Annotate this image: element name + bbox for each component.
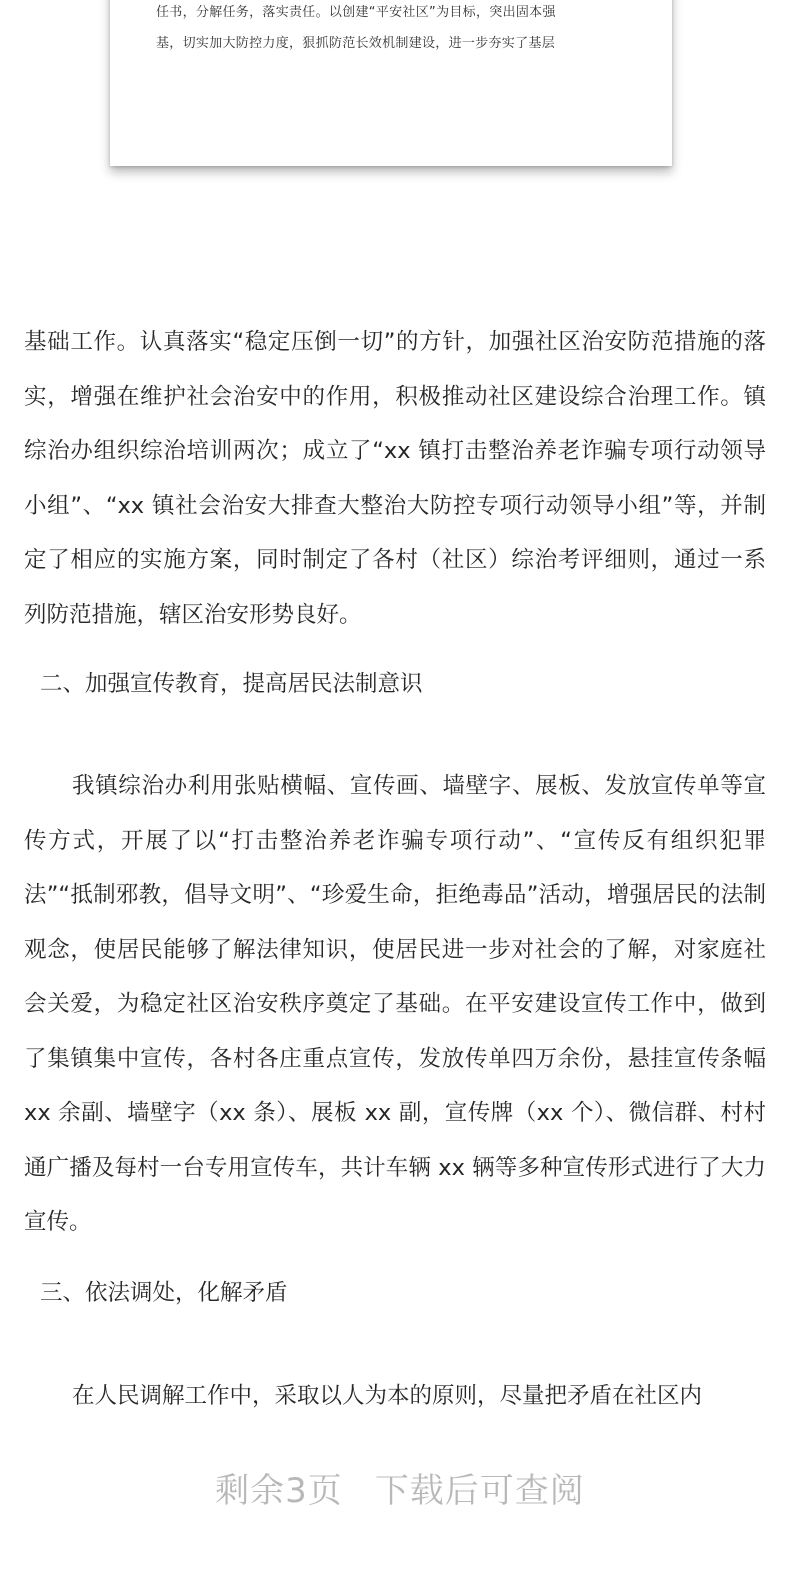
remaining-pages-label: 剩余3页 — [215, 1471, 343, 1511]
section-heading-2: 二、加强宣传教育，提高居民法制意识 — [40, 671, 423, 697]
section-heading-3: 三、依法调处，化解矛盾 — [40, 1280, 288, 1306]
document-paragraph-1: 基础工作。认真落实“稳定压倒一切”的方针，加强社区治安防范措施的落实，增强在维护社会治安中的作用，积极推动社区建设综合治理工作。镇综治办组织综治培训两次；成立了“xx 镇打击整治养老诈骗专项行动领导小组”、“xx 镇社会治安大排查大整治大防控专项行动领导小组”等，并制定了相应的实施方案，同时制定了各村（社区）综治考评细则，通过一系列防范措施，辖区治安形势良好。 — [24, 329, 766, 628]
preview-card-text — [156, 0, 636, 59]
download-hint-label: 下载后可查阅 — [374, 1471, 585, 1511]
document-paragraph-3: 在人民调解工作中，采取以人为本的原则，尽量把矛盾在社区内 — [72, 1383, 703, 1409]
preview-page-card — [110, 0, 672, 166]
download-prompt[interactable] — [0, 1466, 800, 1516]
preview-card-line: 任书，分解任务，落实责任。以创建“平安社区”为目标，突出固本强 — [156, 5, 556, 20]
preview-card-line: 基，切实加大防控力度，狠抓防范长效机制建设，进一步夯实了基层 — [156, 36, 556, 51]
document-paragraph-2: 我镇综治办利用张贴横幅、宣传画、墙壁字、展板、发放宣传单等宣传方式，开展了以“打击整治养老诈骗专项行动”、“宣传反有组织犯罪法”“抵制邪教，倡导文明”、“珍爱生命，拒绝毒品”活动，增强居民的法制观念，使居民能够了解法律知识，使居民进一步对社会的了解，对家庭社会关爱，为稳定社区治安秩序奠定了基础。在平安建设宣传工作中，做到了集镇集中宣传，各村各庄重点宣传，发放传单四万余份，悬挂宣传条幅 xx 余副、墙壁字（xx 条）、展板 xx 副，宣传牌（xx 个）、微信群、村村通广播及每村一台专用宣传车，共计车辆 xx 辆等多种宣传形式进行了大力宣传。 — [24, 773, 766, 1235]
